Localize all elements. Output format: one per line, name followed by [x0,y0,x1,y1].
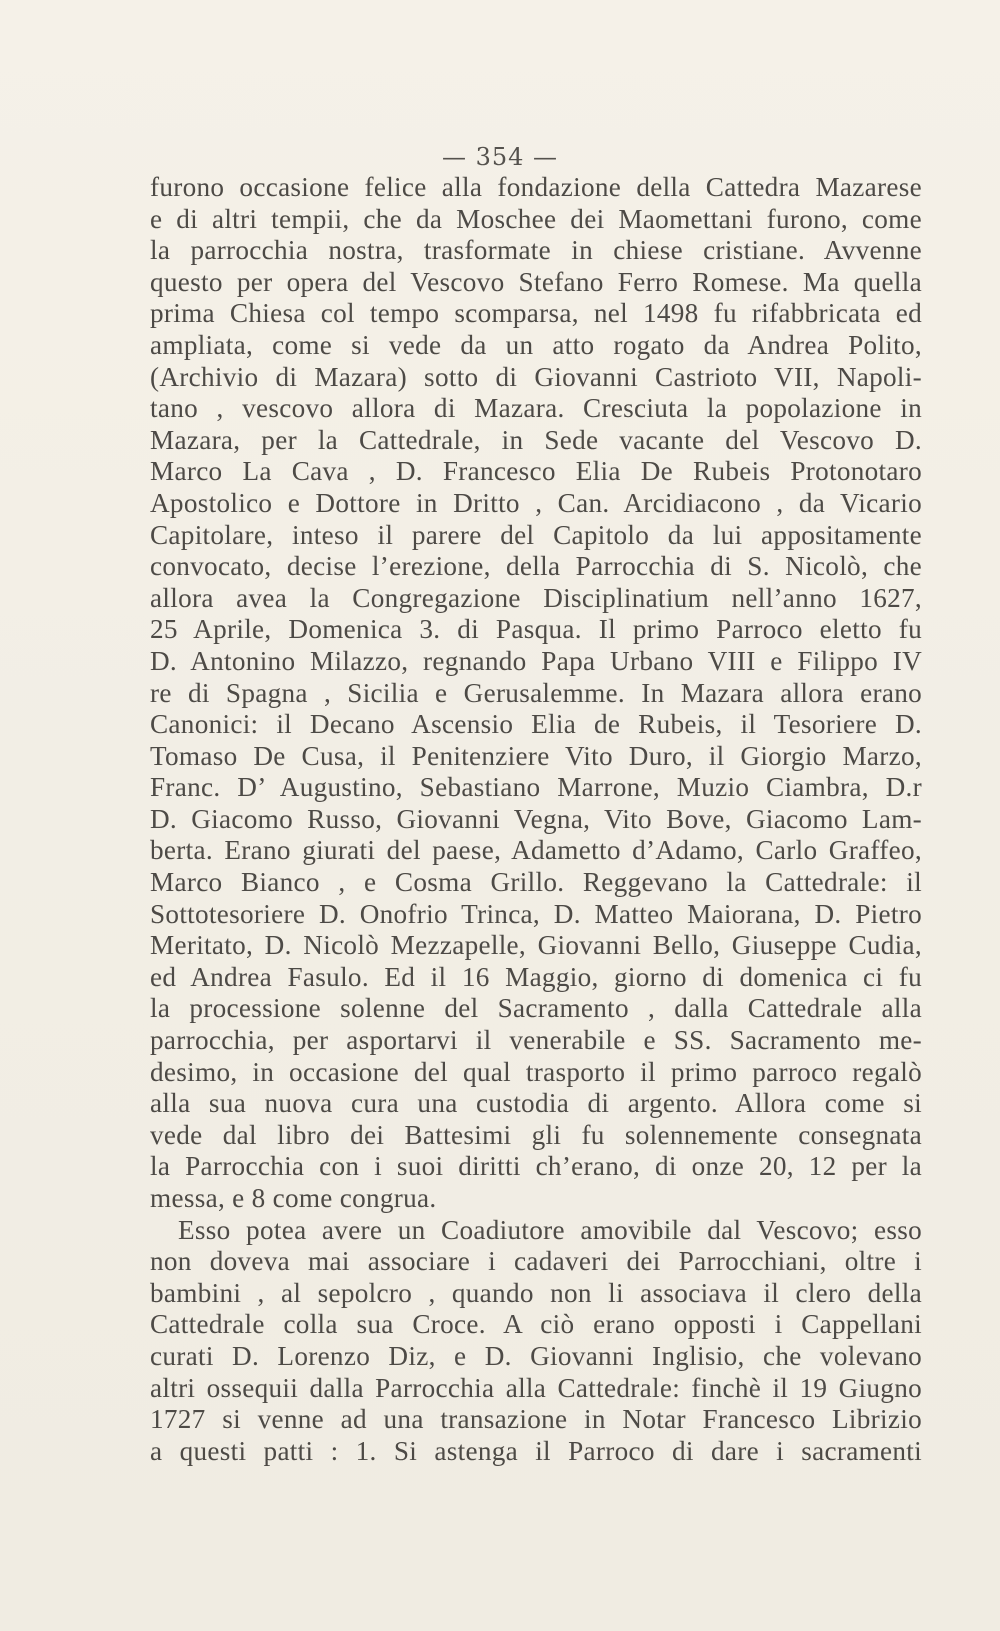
text-line: D. Giacomo Russo, Giovanni Vegna, Vito Bove, Giacomo Lam- [150,803,922,834]
text-line: 25 Aprile, Domenica 3. di Pasqua. Il primo Parroco eletto fu [150,614,922,645]
body-text [150,172,922,1467]
text-line: allora avea la Congregazione Disciplinatium nell’anno 1627, [150,582,922,613]
text-line: alla sua nuova cura una custodia di argento. Allora come si [150,1088,922,1119]
text-line: bambini , al sepolcro , quando non li associava il clero della [150,1277,922,1308]
text-line: (Archivio di Mazara) sotto di Giovanni Castrioto VII, Napoli- [150,361,922,392]
page-number: — 354 — [441,143,559,171]
text-line: Capitolare, inteso il parere del Capitolo da lui appositamente [150,519,922,550]
text-line: altri ossequii dalla Parrocchia alla Cattedrale: finchè il 19 Giugno [150,1372,922,1403]
text-line: furono occasione felice alla fondazione della Cattedra Mazarese [150,172,922,202]
text-line: prima Chiesa col tempo scomparsa, nel 1498 fu rifabbricata ed [150,298,922,329]
text-line: la Parrocchia con i suoi diritti ch’erano, di onze 20, 12 per la [150,1151,922,1182]
text-line: ed Andrea Fasulo. Ed il 16 Maggio, giorno di domenica ci fu [150,961,922,992]
paragraph-start-line: Esso potea avere un Coadiutore amovibile dal Vescovo; esso [178,1214,922,1245]
text-line: Marco La Cava , D. Francesco Elia De Rubeis Protonotaro [150,456,922,487]
text-line: non doveva mai associare i cadaveri dei Parrocchiani, oltre i [150,1246,922,1277]
text-line: tano , vescovo allora di Mazara. Cresciuta la popolazione in [150,393,922,424]
text-line: questo per opera del Vescovo Stefano Ferro Romese. Ma quella [150,266,922,297]
text-line: Sottotesoriere D. Onofrio Trinca, D. Matteo Maiorana, D. Pietro [150,898,922,929]
text-line: la parrocchia nostra, trasformate in chiese cristiane. Avvenne [150,235,922,266]
text-line: Cattedrale colla sua Croce. A ciò erano opposti i Cappellani [150,1309,922,1340]
text-line: berta. Erano giurati del paese, Adametto d’Adamo, Carlo Graffeo, [150,835,922,866]
text-line: convocato, decise l’erezione, della Parrocchia di S. Nicolò, che [150,551,922,582]
text-line: Apostolico e Dottore in Dritto , Can. Arcidiacono , da Vicario [150,487,922,518]
text-line: Franc. D’ Augustino, Sebastiano Marrone, Muzio Ciambra, D.r [150,772,922,803]
text-line: Canonici: il Decano Ascensio Elia de Rubeis, il Tesoriere D. [150,709,922,740]
text-line: 1727 si venne ad una transazione in Notar Francesco Librizio [150,1404,922,1435]
text-line: desimo, in occasione del qual trasporto il primo parroco regalò [150,1056,922,1087]
text-line: Mazara, per la Cattedrale, in Sede vacante del Vescovo D. [150,424,922,455]
text-line: Marco Bianco , e Cosma Grillo. Reggevano la Cattedrale: il [150,867,922,898]
text-line: vede dal libro dei Battesimi gli fu solennemente consegnata [150,1119,922,1150]
text-line: Tomaso De Cusa, il Penitenziere Vito Duro, il Giorgio Marzo, [150,740,922,771]
text-line: la processione solenne del Sacramento , dalla Cattedrale alla [150,993,922,1024]
text-line: parrocchia, per asportarvi il venerabile e SS. Sacramento me- [150,1025,922,1056]
text-line: ampliata, come si vede da un atto rogato da Andrea Polito, [150,329,922,360]
text-line: e di altri tempii, che da Moschee dei Maomettani furono, come [150,203,922,234]
text-line: re di Spagna , Sicilia e Gerusalemme. In Mazara allora erano [150,677,922,708]
text-line: D. Antonino Milazzo, regnando Papa Urbano VIII e Filippo IV [150,645,922,676]
text-line: Meritato, D. Nicolò Mezzapelle, Giovanni Bello, Giuseppe Cudia, [150,930,922,961]
paragraph-end-line: messa, e 8 come congrua. [150,1183,437,1213]
text-line: a questi patti : 1. Si astenga il Parroco di dare i sacramenti [150,1435,922,1466]
text-line: curati D. Lorenzo Diz, e D. Giovanni Inglisio, che volevano [150,1340,922,1371]
